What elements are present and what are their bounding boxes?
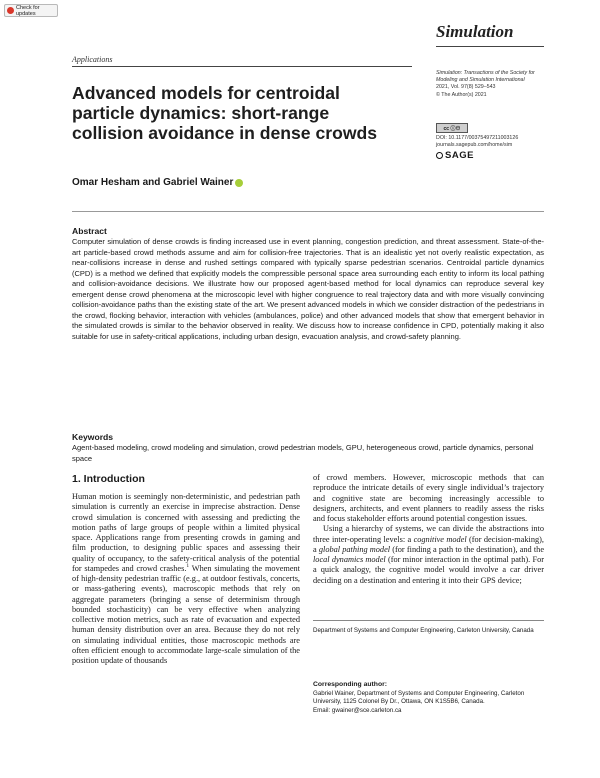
corresponding-author-heading: Corresponding author: [313,681,388,688]
paragraph [313,524,544,586]
publisher-name: SAGE [445,150,474,161]
term-cognitive-model: cognitive model [413,534,467,544]
text-run: Human motion is seemingly non-deterministic, and pedestrian path simulation is currently an exercise in imprecise abstraction. Dense crowd simulation is concerned with assessing and predicting the motion paths of large groups of people within a limited physical space. Applications range from presenting crowds in gaming and film production, to designing public spaces and assessing their quality of occupancy, to the safety-critical analysis of the potential for stampedes and crowd crashes. [72,492,300,573]
body-column-left [72,492,300,666]
meta-line: Simulation: Transactions of the Society for [436,70,535,76]
text-run: (for decision-making), a [313,534,544,554]
journal-meta [436,70,546,99]
corresponding-author-email[interactable]: Email: gwainer@sce.carleton.ca [313,706,402,714]
body-column-right [313,473,544,586]
section-heading-introduction: 1. Introduction [72,473,145,485]
keywords-heading: Keywords [72,432,114,442]
journal-rule [436,46,544,47]
section-label: Applications [72,55,113,64]
text-run: (for finding a path to the destination), and the [390,544,545,554]
check-for-updates-badge[interactable] [4,4,58,17]
badge-label: Check for updates [16,4,40,17]
text-run: When simulating the movement of high-density pedestrian traffic (e.g., at outdoor festivals, concerts, or mass-gathering events), macroscopic methods that rely on aggregate parameters (bringing a sense of determinism through bounded stochasticity) can be very effective when analyzing collective motion metrics, such as rate of evacuation and expected human density distribution over an area. Because they do not rely on simulating individual entities, those macroscopic methods are often efficient enough to accommodate large-scale simulation of the position update of thousands [72,563,300,665]
term-local-dynamics-model: local dynamics model [313,555,386,564]
text-run: (for minor interaction in the optimal path). For a quick analogy, the cognitive model would involve a car driver deciding on a destination and entering it into their GPS device; [313,555,544,585]
journal-url[interactable]: journals.sagepub.com/home/sim [436,142,513,149]
article-title: Advanced models for centroidal particle dynamics: short-range collision avoidance in dense crowds [72,83,378,143]
reference-1[interactable]: 1 [186,562,190,569]
corresponding-author-name: Gabriel Wainer, Department of Systems and Computer Engineering, Carleton University, 1125 Colonel By Dr., Ottawa, ON K1S5B6, Canada. [313,690,525,706]
author-names: Omar Hesham and Gabriel Wainer [72,177,234,188]
corresponding-author [313,690,544,715]
text-run: Using a hierarchy of systems, we can divide the abstractions into three inter-operating levels: a [313,524,544,544]
meta-line: Modeling and Simulation International [436,77,525,84]
meta-line: 2021, Vol. 97(8) 529–543 [436,84,496,91]
sage-logo [436,150,474,161]
keywords-text: Agent-based modeling, crowd modeling and simulation, crowd pedestrian models, GPU, heterogeneous crowd, particle dynamics, personal space [72,443,534,463]
meta-line: © The Author(s) 2021 [436,91,487,98]
orcid-icon[interactable] [235,179,243,187]
paragraph [72,492,300,666]
header-rule [72,66,412,67]
affiliation: Department of Systems and Computer Engineering, Carleton University, Canada [313,627,534,634]
abstract-rule [72,211,544,212]
term-global-pathing-model: global pathing model [318,544,391,554]
cc-license-icon: cc ⓘ⊖ [436,123,468,133]
abstract-heading: Abstract [72,226,107,236]
journal-doi [436,135,546,149]
footnote-rule [313,620,544,621]
doi-link[interactable]: DOI: 10.1177/00375497211003126 [436,135,519,141]
crossmark-icon [7,7,14,14]
journal-name: Simulation [436,22,514,41]
authors [72,177,243,188]
paragraph: of crowd members. However, microscopic methods that can reproduce the intricate details of every single individual’s trajectory and cognitive state are becoming increasingly accessible to designers, architects, and event planners to readily assess the risks and focus stakeholder efforts around potential congestion issues. [313,473,544,523]
sage-mark-icon [436,152,443,159]
abstract-text: Computer simulation of dense crowds is finding increased use in event planning, congestion prediction, and threat assessment. State-of-the-art particle-based crowd methods assume and aim for collision-free trajectories. That is an idealistic yet not overly realistic expectation, as near-collisions increase in dense and rushed settings compared with typically sparse pedestrian scenarios. Centroidal particle dynamics (CPD) is a method we defined that explicitly models the compressible personal space area surrounding each entity to inform its local pathing and collision-avoidance decisions. We illustrate how our proposed agent-based method for local dynamics can reproduce several key emergent dense crowd phenomena at the microscopic level with higher congruence to real trajectory data and with more visually convincing collision-avoidance paths than the existing state of the art. We present advanced models in which we consider distraction of the pedestrians in the crowd, flocking behavior, interaction with vehicles (ambulances, police) and other advanced models that show that emergent behavior in the simulated crowds is similar to the behavior observed in reality. We discuss how to increase confidence in CPD, potentially making it also suitable for use in safety-critical applications, including urban design, evacuation analysis, and crowd-safety planning. [72,237,544,341]
